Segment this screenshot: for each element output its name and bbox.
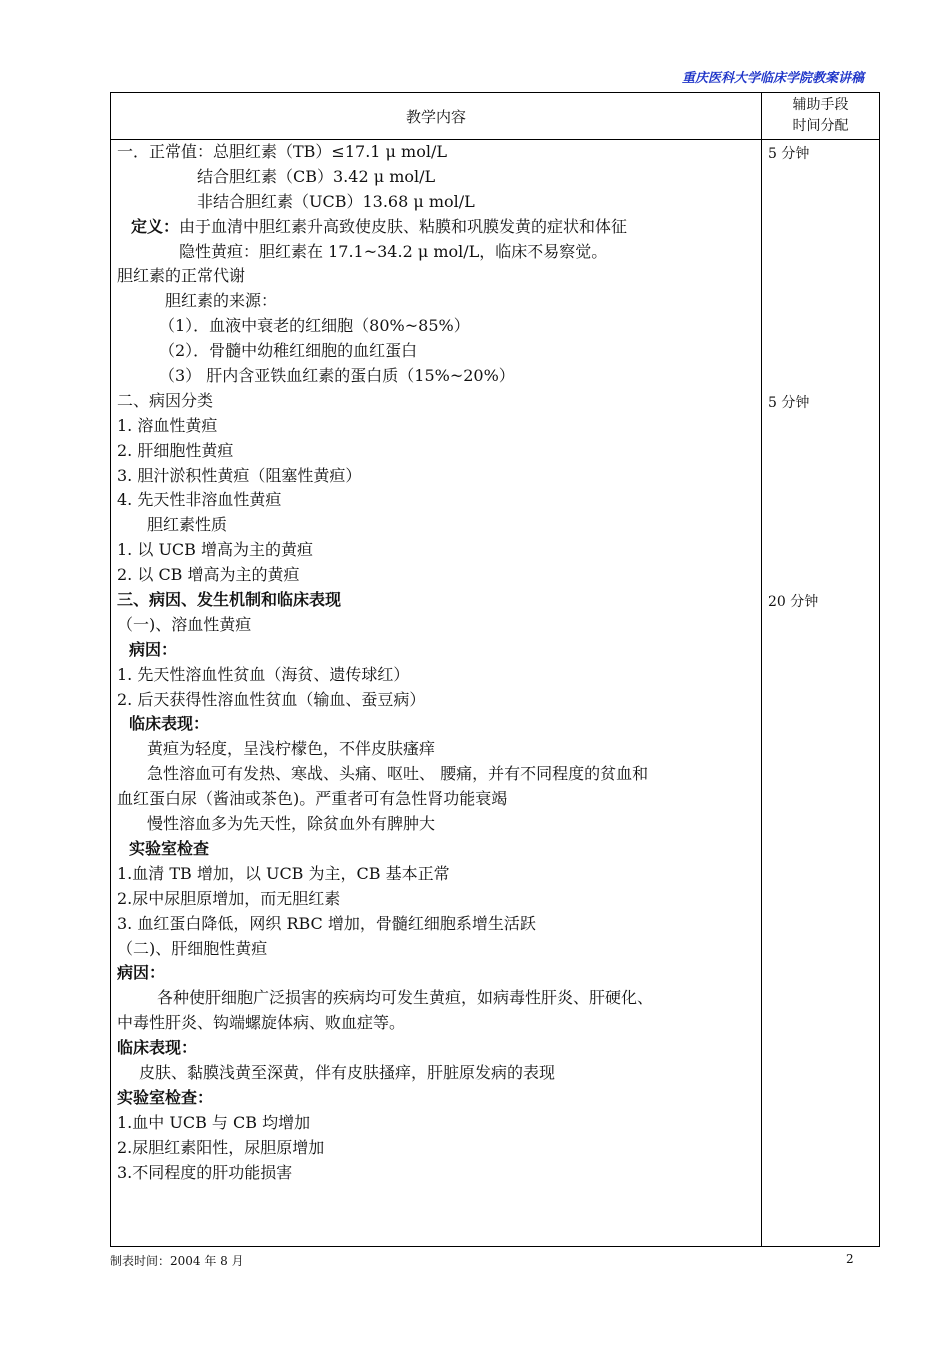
content-line: 实验室检查 xyxy=(129,838,210,858)
content-line: 2. 后天获得性溶血性贫血（输血、蚕豆病） xyxy=(117,689,426,709)
content-line: 隐性黄疸：胆红素在 17.1~34.2 μ mol/L，临床不易察觉。 xyxy=(179,241,608,261)
content-line: 急性溶血可有发热、寒战、头痛、呕吐、 腰痛，并有不同程度的贫血和 xyxy=(147,764,649,784)
content-line: 3. 血红蛋白降低，网织 RBC 增加，骨髓红细胞系增生活跃 xyxy=(117,913,536,933)
content-line: 3.不同程度的肝功能损害 xyxy=(117,1162,293,1182)
content-line-text: 由于血清中胆红素升高致使皮肤、粘膜和巩膜发黄的症状和体征 xyxy=(179,216,628,236)
content-line: 1.血清 TB 增加，以 UCB 为主，CB 基本正常 xyxy=(117,863,450,883)
content-line: （二)、肝细胞性黄疸 xyxy=(117,938,268,958)
content-line: 临床表现： xyxy=(117,1038,198,1058)
content-line: 胆红素性质 xyxy=(147,515,228,535)
time-allocation: 20 分钟 xyxy=(768,594,819,611)
content-line: （3） 肝内含亚铁血红素的蛋白质（15%~20%） xyxy=(159,366,515,386)
content-line: 4. 先天性非溶血性黄疸 xyxy=(117,490,282,510)
content-line: 慢性溶血多为先天性，除贫血外有脾肿大 xyxy=(147,814,436,834)
content-line: 2. 以 CB 增高为主的黄疸 xyxy=(117,565,300,585)
lecture-content xyxy=(117,140,757,1185)
content-line: 胆红素的来源： xyxy=(165,291,278,311)
content-line xyxy=(117,215,757,240)
column-header-aux-line2: 时间分配 xyxy=(792,118,849,134)
content-line: 1. 溶血性黄疸 xyxy=(117,415,218,435)
content-line: （2）．骨髓中幼稚红细胞的血红蛋白 xyxy=(159,341,418,361)
lecture-table xyxy=(110,92,880,1247)
page-number: 2 xyxy=(846,1252,854,1266)
content-line: 中毒性肝炎、钩端螺旋体病、败血症等。 xyxy=(117,1013,406,1033)
column-divider xyxy=(761,93,762,1246)
time-allocation: 5 分钟 xyxy=(768,146,810,162)
content-line: （1）．血液中衰老的红细胞（80%~85%） xyxy=(159,316,470,336)
footer-date: 制表时间：2004 年 8 月 xyxy=(110,1254,244,1268)
content-line: 2.尿胆红素阳性，尿胆原增加 xyxy=(117,1137,325,1157)
content-line: 2. 肝细胞性黄疸 xyxy=(117,440,234,460)
content-line: 血红蛋白尿（酱油或茶色)。严重者可有急性肾功能衰竭 xyxy=(117,789,508,809)
content-line: 病因： xyxy=(129,639,178,659)
content-line: 各种使肝细胞广泛损害的疾病均可发生黄疸，如病毒性肝炎、肝硬化、 xyxy=(157,988,654,1008)
content-line-bold-prefix: 定义： xyxy=(131,216,180,236)
content-line: 临床表现： xyxy=(129,714,210,734)
content-line: 非结合胆红素（UCB）13.68 μ mol/L xyxy=(197,191,475,211)
time-allocation: 5 分钟 xyxy=(768,395,810,411)
content-line: 3. 胆汁淤积性黄疸（阻塞性黄疸） xyxy=(117,465,362,485)
content-line: 二、病因分类 xyxy=(117,390,214,410)
content-line: 三、病因、发生机制和临床表现 xyxy=(117,590,342,610)
content-line: 实验室检查： xyxy=(117,1087,214,1107)
document-header-title: 重庆医科大学临床学院教案讲稿 xyxy=(681,71,864,86)
column-header-aux xyxy=(762,95,879,137)
content-line: 1.血中 UCB 与 CB 均增加 xyxy=(117,1112,311,1132)
content-line: 1. 以 UCB 增高为主的黄疸 xyxy=(117,540,314,560)
content-line: 结合胆红素（CB）3.42 μ mol/L xyxy=(197,166,436,186)
content-line: 一．正常值：总胆红素（TB）≤17.1 μ mol/L xyxy=(117,142,447,161)
content-line: 黄疸为轻度，呈浅柠檬色，不伴皮肤瘙痒 xyxy=(147,739,436,759)
content-line: 皮肤、黏膜浅黄至深黄，伴有皮肤搔痒，肝脏原发病的表现 xyxy=(139,1062,556,1082)
column-header-aux-line1: 辅助手段 xyxy=(792,97,849,113)
content-line: 1. 先天性溶血性贫血（海贫、遗传球红） xyxy=(117,664,410,684)
content-line: 胆红素的正常代谢 xyxy=(117,266,246,286)
content-line: 病因： xyxy=(117,963,166,983)
content-line: （一)、溶血性黄疸 xyxy=(117,614,252,634)
column-header-content: 教学内容 xyxy=(405,107,466,126)
content-line: 2.尿中尿胆原增加，而无胆红素 xyxy=(117,888,341,908)
